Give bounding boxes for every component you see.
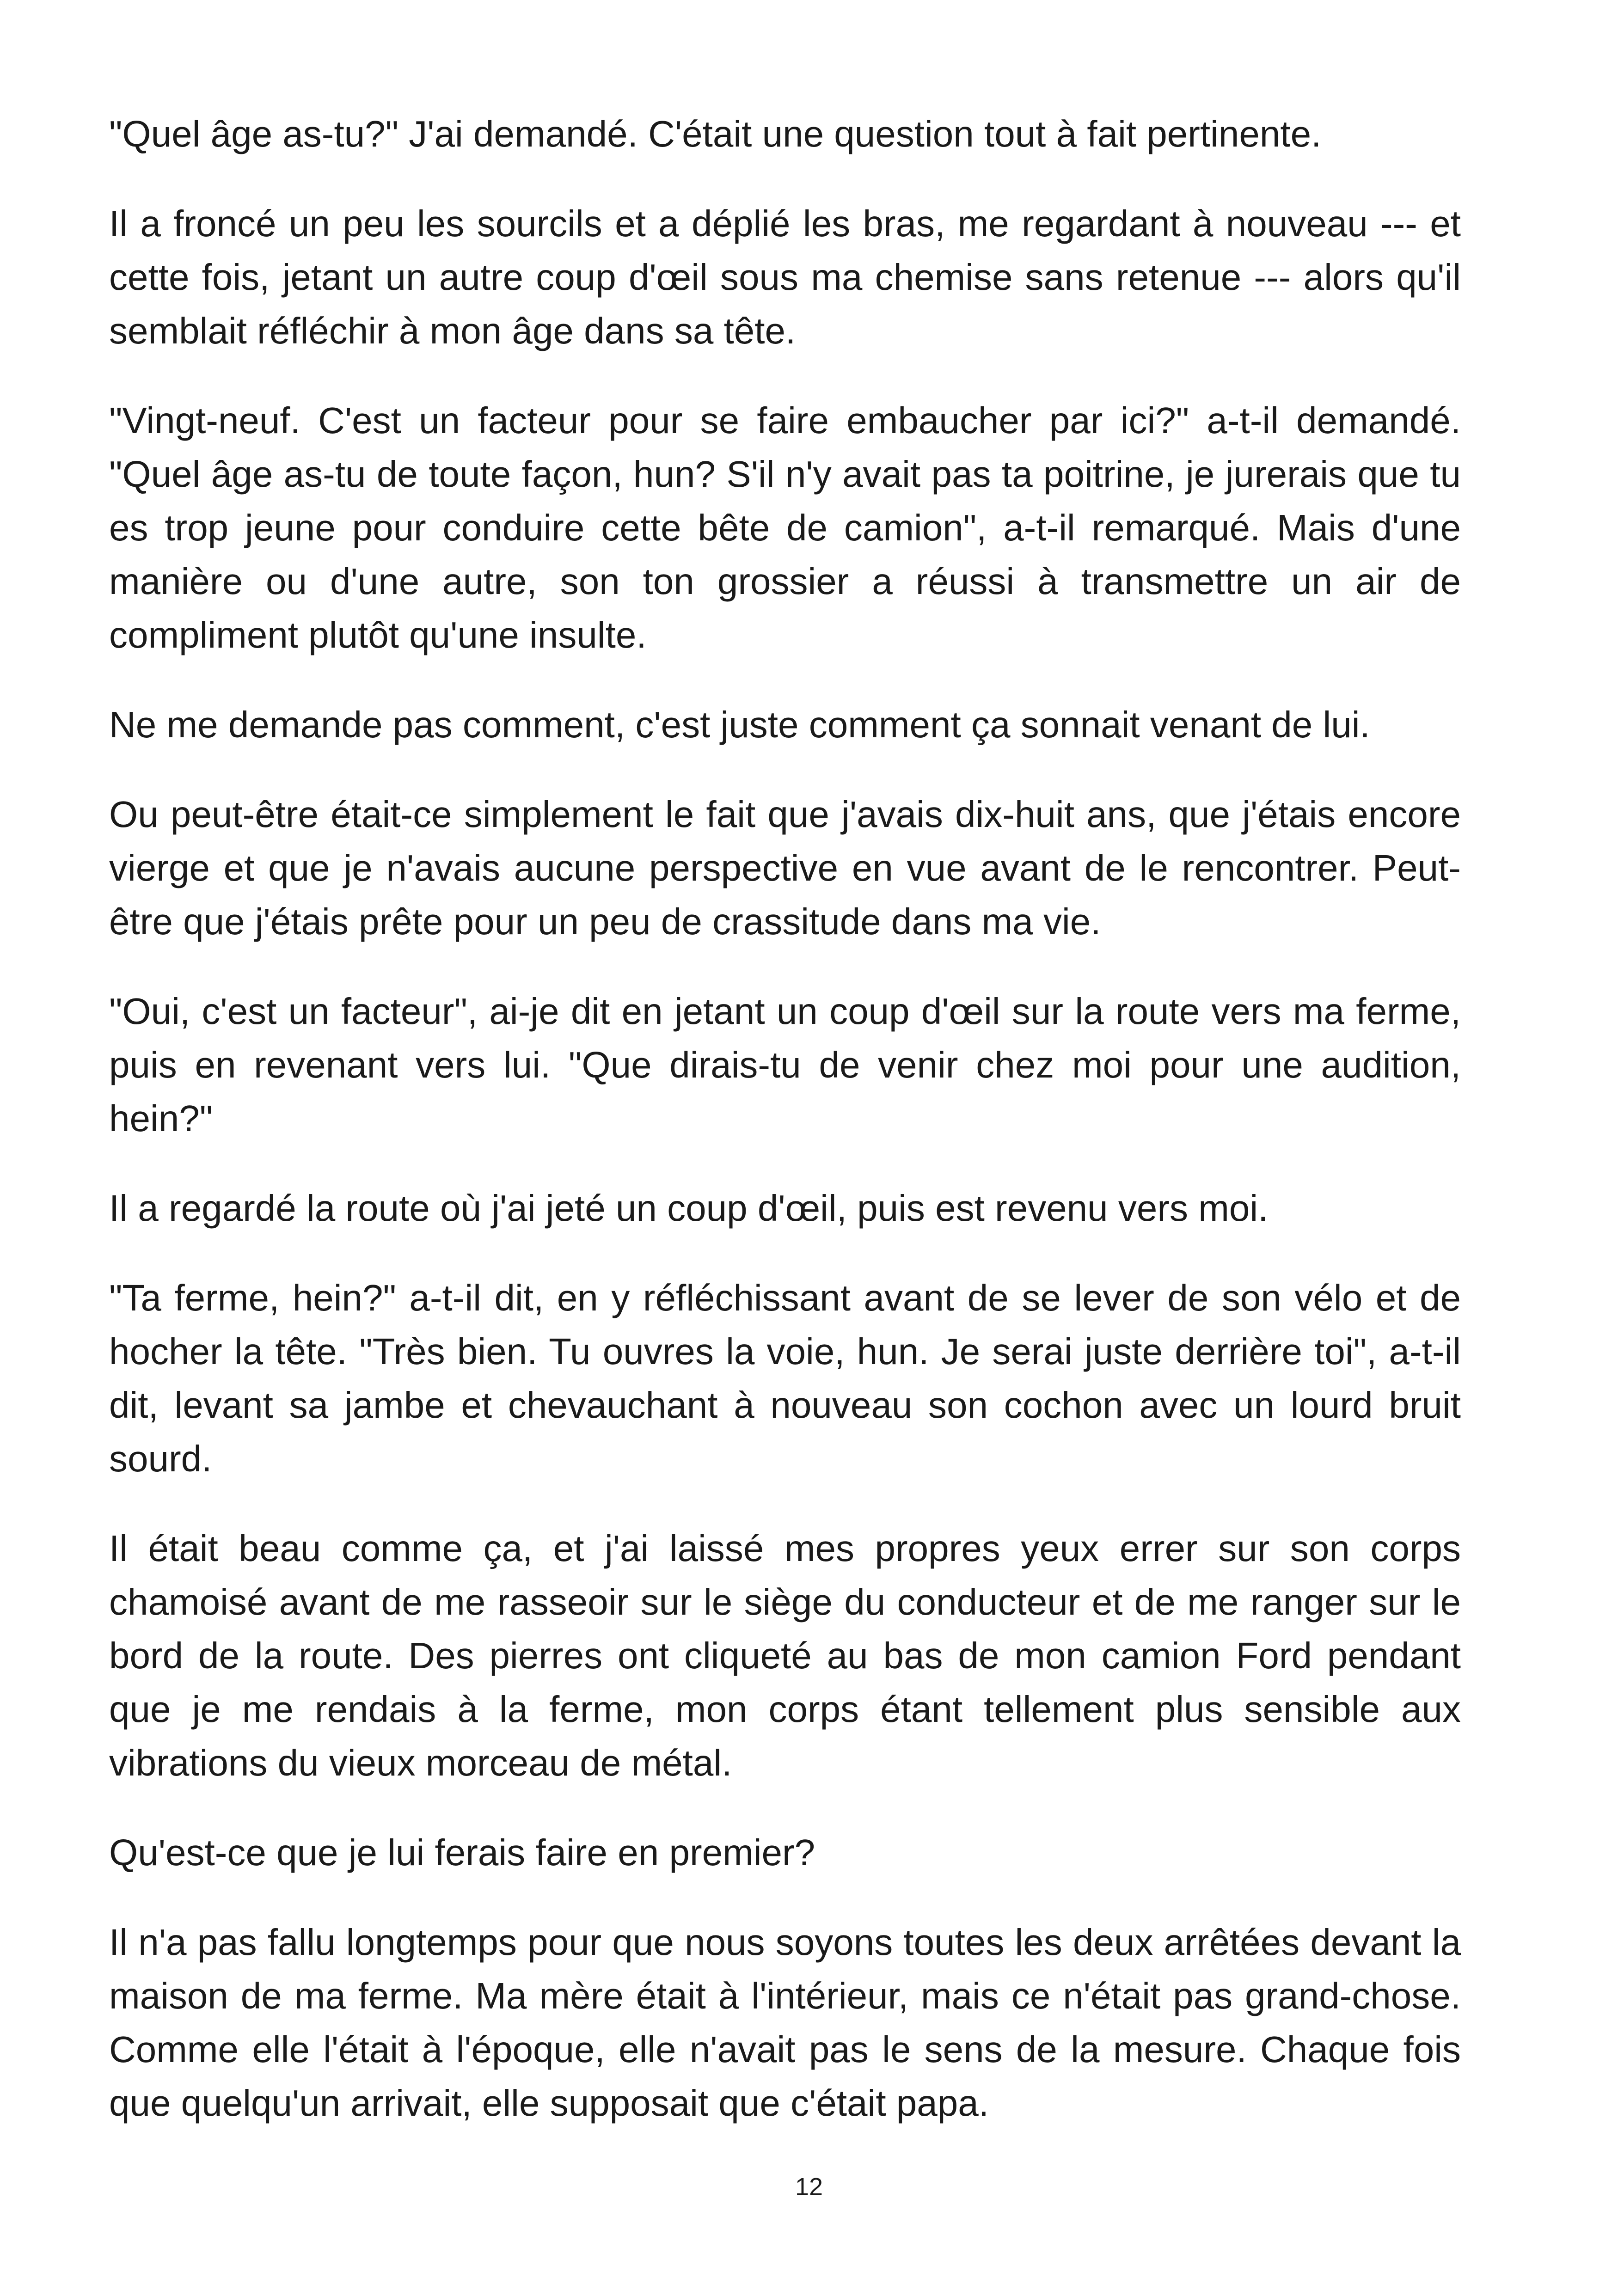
page-number: 12 (795, 2173, 823, 2201)
paragraph: "Quel âge as-tu?" J'ai demandé. C'était une question tout à fait pertinente. (109, 113, 1322, 154)
paragraph: Il a regardé la route où j'ai jeté un coup d'œil, puis est revenu vers moi. (109, 1188, 1269, 1229)
paragraph: Il a froncé un peu les sourcils et a déplié les bras, me regardant à nouveau --- et cette fois, jetant un autre coup d'œil sous ma chemise sans retenue --- alors qu'il semblait réfléchir à mon âge dans sa tête. (109, 203, 1461, 351)
paragraph: Ou peut-être était-ce simplement le fait que j'avais dix-huit ans, que j'étais encore vierge et que je n'avais aucune perspective en vue avant de le rencontrer. Peut-être que j'étais prête pour un peu de crassitude dans ma vie. (109, 794, 1461, 942)
paragraph: "Oui, c'est un facteur", ai-je dit en jetant un coup d'œil sur la route vers ma ferme, puis en revenant vers lui. "Que dirais-tu de venir chez moi pour une audition, hein?" (109, 991, 1461, 1139)
paragraph: Ne me demande pas comment, c'est juste comment ça sonnait venant de lui. (109, 704, 1370, 745)
paragraph: "Vingt-neuf. C'est un facteur pour se faire embaucher par ici?" a-t-il demandé. "Quel âge as-tu de toute façon, hun? S'il n'y avait pas ta poitrine, je jurerais que tu es trop jeune pour conduire cette bête de camion", a-t-il remarqué. Mais d'une manière ou d'une autre, son ton grossier a réussi à transmettre un air de compliment plutôt qu'une insulte. (109, 400, 1461, 655)
body-text (109, 107, 1461, 2166)
paragraph: "Ta ferme, hein?" a-t-il dit, en y réfléchissant avant de se lever de son vélo et de hocher la tête. "Très bien. Tu ouvres la voie, hun. Je serai juste derrière toi", a-t-il dit, levant sa jambe et chevauchant à nouveau son cochon avec un lourd bruit sourd. (109, 1277, 1461, 1479)
paragraph: Il n'a pas fallu longtemps pour que nous soyons toutes les deux arrêtées devant la maison de ma ferme. Ma mère était à l'intérieur, mais ce n'était pas grand-chose. Comme elle l'était à l'époque, elle n'avait pas le sens de la mesure. Chaque fois que quelqu'un arrivait, elle supposait que c'était papa. (109, 1922, 1461, 2124)
paragraph: Qu'est-ce que je lui ferais faire en premier? (109, 1832, 815, 1873)
paragraph: Il était beau comme ça, et j'ai laissé mes propres yeux errer sur son corps chamoisé avant de me rasseoir sur le siège du conducteur et de me ranger sur le bord de la route. Des pierres ont cliqueté au bas de mon camion Ford pendant que je me rendais à la ferme, mon corps étant tellement plus sensible aux vibrations du vieux morceau de métal. (109, 1528, 1461, 1783)
